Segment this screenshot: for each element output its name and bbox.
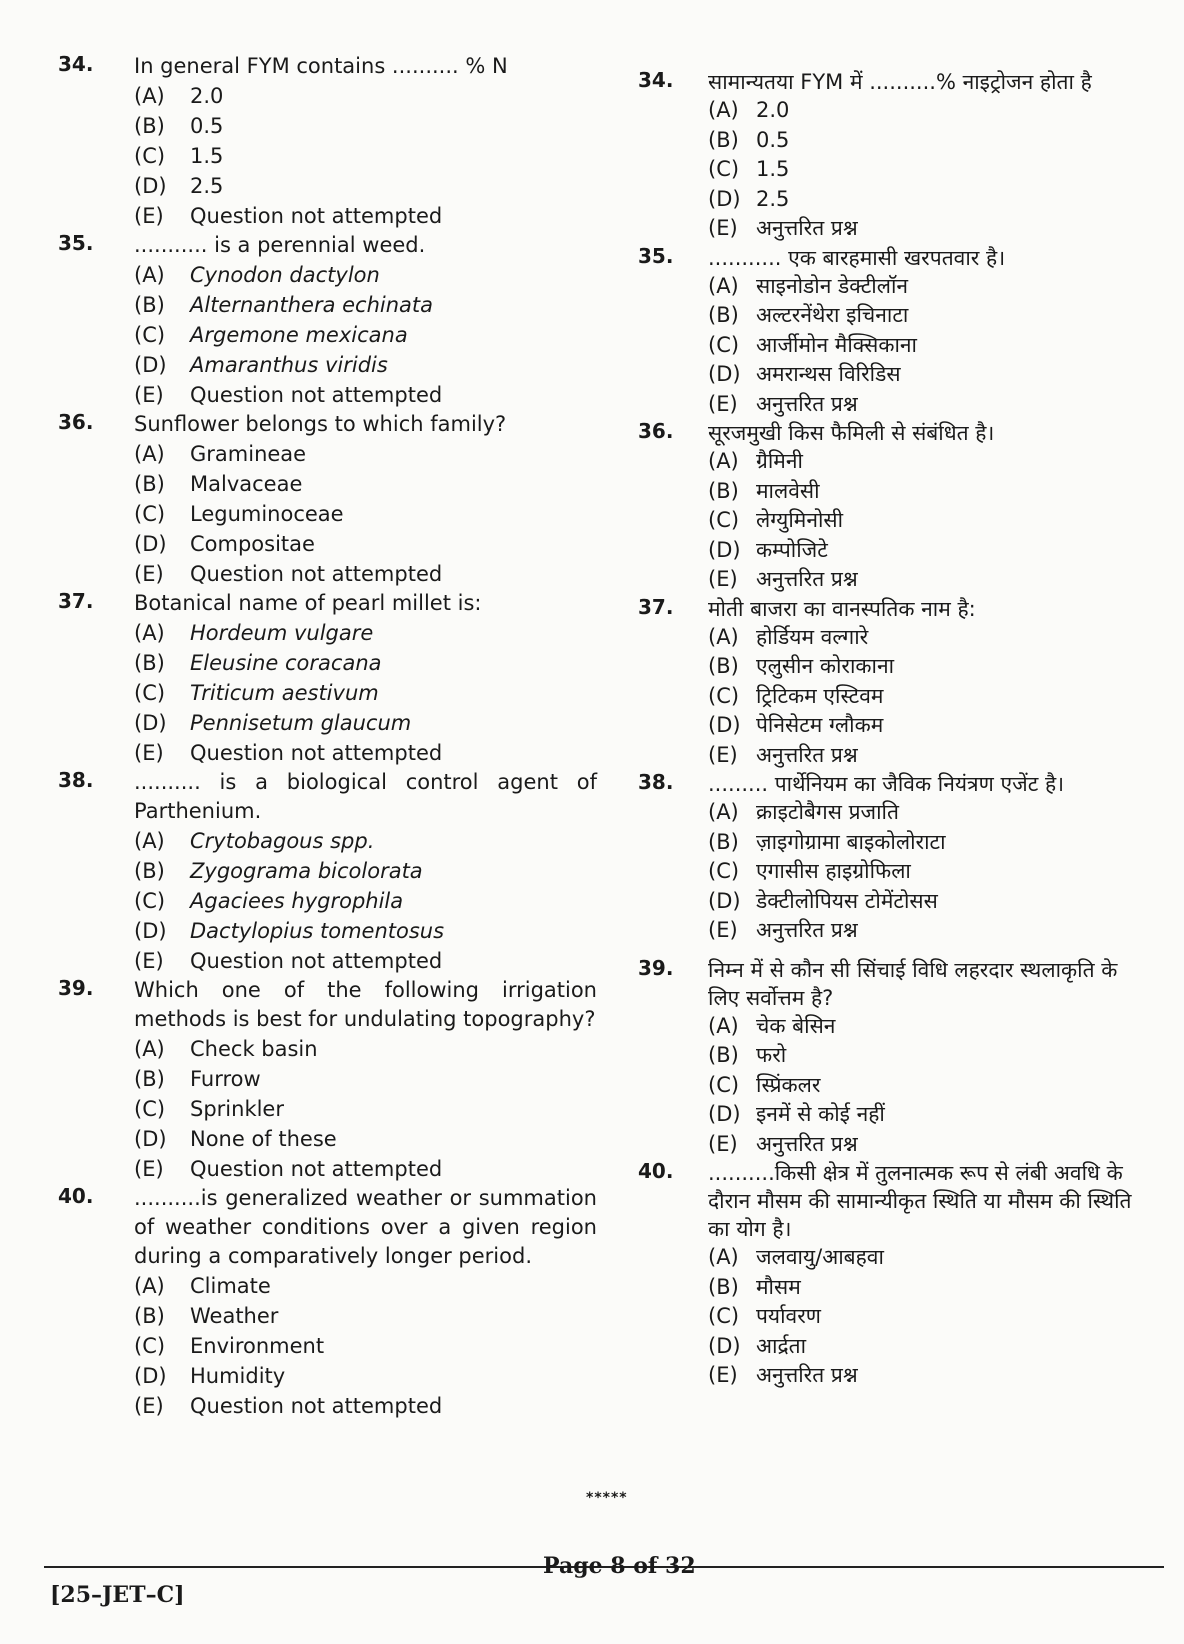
option-text: आर्जीमोन मैक्सिकाना bbox=[756, 332, 917, 357]
option-label: (E) bbox=[134, 1157, 164, 1181]
option-row bbox=[134, 708, 597, 738]
option-text: ट्रिटिकम एस्टिवम bbox=[756, 683, 884, 708]
option-text: Eleusine coracana bbox=[190, 651, 382, 675]
option-text: जलवायु/आबहवा bbox=[756, 1245, 884, 1269]
option-text: Hordeum vulgare bbox=[190, 621, 374, 645]
option-row bbox=[134, 1154, 597, 1184]
option-label: (C) bbox=[708, 859, 740, 883]
option-label: (B) bbox=[134, 859, 165, 883]
option-label: (B) bbox=[708, 478, 739, 503]
option-text: अनुत्तरित प्रश्न bbox=[756, 1131, 858, 1156]
option-row bbox=[708, 214, 1152, 244]
option-label: (D) bbox=[708, 888, 741, 913]
option-label: (A) bbox=[708, 1013, 739, 1038]
option-label: (A) bbox=[708, 1245, 739, 1269]
question-34 bbox=[52, 52, 597, 231]
option-text: Crytobagous spp. bbox=[190, 829, 375, 853]
option-label: (C) bbox=[708, 1072, 740, 1097]
option-row bbox=[134, 260, 597, 290]
option-text: चेक बेसिन bbox=[756, 1013, 836, 1038]
option-row bbox=[134, 439, 597, 469]
option-label: (B) bbox=[134, 1304, 165, 1328]
option-label: (E) bbox=[708, 742, 738, 767]
option-label: (D) bbox=[134, 174, 167, 198]
option-text: अनुत्तरित प्रश्न bbox=[756, 216, 858, 240]
question-37 bbox=[632, 595, 1152, 771]
question-35 bbox=[52, 231, 597, 410]
question-text: सूरजमुखी किस फैमिली से संबंधित है। bbox=[708, 421, 995, 445]
option-label: (A) bbox=[134, 621, 165, 645]
option-text: अनुत्तरित प्रश्न bbox=[756, 918, 858, 942]
option-label: (D) bbox=[134, 532, 167, 556]
option-text: इनमें से कोई नहीं bbox=[756, 1102, 885, 1126]
option-row bbox=[708, 1012, 1152, 1042]
option-text: Environment bbox=[190, 1334, 325, 1358]
option-text: कम्पोजिटे bbox=[756, 537, 828, 562]
question-text: Botanical name of pearl millet is: bbox=[134, 591, 482, 615]
option-label: (C) bbox=[134, 502, 166, 526]
option-row bbox=[134, 171, 597, 201]
option-text: साइनोडोन डेक्टीलॉन bbox=[756, 273, 909, 298]
option-row bbox=[134, 290, 597, 320]
question-text: Which one of the following irrigation methods is best for undulating topography? bbox=[134, 978, 597, 1031]
option-text: एगासीस हाइग्रोफिला bbox=[756, 859, 911, 883]
option-row bbox=[708, 1332, 1152, 1362]
question-number: 38. bbox=[58, 768, 94, 792]
option-label: (E) bbox=[134, 383, 164, 407]
option-text: Alternanthera echinata bbox=[190, 293, 434, 317]
option-label: (A) bbox=[708, 624, 739, 649]
option-text: 1.5 bbox=[756, 157, 790, 181]
option-label: (B) bbox=[134, 651, 165, 675]
option-text: आर्द्रता bbox=[756, 1333, 807, 1358]
option-text: अनुत्तरित प्रश्न bbox=[756, 742, 858, 767]
question-number: 37. bbox=[638, 594, 674, 619]
option-text: 2.5 bbox=[756, 186, 790, 211]
option-label: (B) bbox=[134, 1067, 165, 1091]
option-row bbox=[134, 648, 597, 678]
option-row bbox=[134, 81, 597, 111]
option-text: Argemone mexicana bbox=[190, 323, 408, 347]
option-row bbox=[708, 1243, 1152, 1273]
option-text: फरो bbox=[756, 1043, 787, 1067]
option-text: Humidity bbox=[190, 1364, 286, 1388]
option-row bbox=[708, 741, 1152, 771]
option-row bbox=[708, 711, 1152, 741]
option-text: Climate bbox=[190, 1274, 271, 1298]
option-label: (E) bbox=[134, 741, 164, 765]
option-text: Amaranthus viridis bbox=[190, 353, 388, 377]
option-row bbox=[708, 623, 1152, 653]
question-text: In general FYM contains .......... % N bbox=[134, 54, 508, 78]
option-text: क्राइटोबैगस प्रजाति bbox=[756, 800, 899, 824]
option-label: (C) bbox=[708, 508, 740, 532]
english-column bbox=[52, 52, 597, 1421]
option-row bbox=[708, 536, 1152, 566]
option-row bbox=[708, 682, 1152, 712]
option-row bbox=[134, 1301, 597, 1331]
option-text: ग्रैमिनी bbox=[756, 449, 803, 473]
question-number: 39. bbox=[638, 955, 674, 980]
option-text: Sprinkler bbox=[190, 1097, 284, 1121]
option-row bbox=[708, 828, 1152, 858]
option-row bbox=[708, 1361, 1152, 1391]
option-label: (E) bbox=[708, 918, 738, 942]
option-row bbox=[134, 1094, 597, 1124]
option-row bbox=[134, 201, 597, 231]
option-label: (A) bbox=[134, 442, 165, 466]
option-label: (D) bbox=[134, 711, 167, 735]
option-text: स्प्रिंकलर bbox=[756, 1072, 821, 1097]
option-label: (C) bbox=[134, 681, 166, 705]
option-label: (E) bbox=[708, 1131, 738, 1156]
option-label: (D) bbox=[708, 537, 741, 562]
option-label: (B) bbox=[708, 654, 739, 678]
question-number: 35. bbox=[58, 231, 94, 255]
option-label: (B) bbox=[134, 293, 165, 317]
question-39 bbox=[632, 956, 1152, 1160]
option-row bbox=[134, 529, 597, 559]
option-label: (C) bbox=[134, 1334, 166, 1358]
option-label: (D) bbox=[134, 353, 167, 377]
option-label: (B) bbox=[708, 1274, 739, 1299]
question-text: ..........is generalized weather or summation of weather conditions over a given region during a comparatively longer period. bbox=[134, 1186, 597, 1268]
option-text: Compositae bbox=[190, 532, 315, 556]
option-label: (C) bbox=[708, 157, 740, 181]
option-text: Weather bbox=[190, 1304, 279, 1328]
option-text: 1.5 bbox=[190, 144, 224, 168]
option-text: Check basin bbox=[190, 1037, 318, 1061]
option-text: 0.5 bbox=[756, 127, 790, 152]
question-number: 38. bbox=[638, 770, 674, 794]
option-text: अनुत्तरित प्रश्न bbox=[756, 567, 858, 591]
option-label: (E) bbox=[134, 562, 164, 586]
option-row bbox=[708, 916, 1152, 946]
option-label: (C) bbox=[134, 144, 166, 168]
option-row bbox=[708, 301, 1152, 331]
option-row bbox=[708, 360, 1152, 390]
option-row bbox=[134, 559, 597, 589]
option-row bbox=[134, 1391, 597, 1421]
option-row bbox=[134, 499, 597, 529]
option-row bbox=[708, 506, 1152, 536]
option-row bbox=[134, 826, 597, 856]
question-number: 36. bbox=[638, 419, 674, 443]
option-text: अनुत्तरित प्रश्न bbox=[756, 391, 858, 416]
question-number: 36. bbox=[58, 410, 94, 434]
option-text: डेक्टीलोपियस टोमेंटोसस bbox=[756, 888, 938, 913]
option-label: (D) bbox=[708, 186, 741, 211]
option-label: (B) bbox=[708, 1043, 739, 1067]
option-row bbox=[708, 857, 1152, 887]
question-number: 34. bbox=[638, 68, 674, 92]
paper-code: [25–JET–C] bbox=[50, 1582, 185, 1608]
option-text: मालवेसी bbox=[756, 478, 820, 503]
option-text: Gramineae bbox=[190, 442, 307, 466]
option-label: (D) bbox=[134, 1127, 167, 1151]
question-text: ........... is a perennial weed. bbox=[134, 233, 426, 257]
question-37 bbox=[52, 589, 597, 768]
option-text: 0.5 bbox=[190, 114, 224, 138]
option-row bbox=[134, 678, 597, 708]
option-label: (D) bbox=[708, 713, 741, 737]
hindi-column bbox=[632, 52, 1152, 1391]
option-row bbox=[708, 447, 1152, 477]
option-row bbox=[708, 1041, 1152, 1071]
option-label: (B) bbox=[708, 829, 739, 854]
option-label: (C) bbox=[134, 889, 166, 913]
option-text: अल्टरनेंथेरा इचिनाटा bbox=[756, 303, 909, 327]
option-label: (E) bbox=[134, 949, 164, 973]
option-label: (D) bbox=[134, 919, 167, 943]
option-row bbox=[134, 886, 597, 916]
option-label: (A) bbox=[708, 449, 739, 473]
option-row bbox=[134, 1034, 597, 1064]
question-text: .......... is a biological control agent of Parthenium. bbox=[134, 770, 597, 823]
end-marker: ***** bbox=[586, 1490, 628, 1506]
question-36 bbox=[52, 410, 597, 589]
option-row bbox=[708, 155, 1152, 185]
question-text: Sunflower belongs to which family? bbox=[134, 412, 507, 436]
option-text: ज़ाइगोग्रामा बाइकोलोराटा bbox=[756, 829, 946, 854]
option-row bbox=[708, 1273, 1152, 1303]
option-label: (D) bbox=[708, 1102, 741, 1126]
option-text: अमरान्थस विरिडिस bbox=[756, 362, 901, 386]
option-row bbox=[708, 1071, 1152, 1101]
option-row bbox=[708, 96, 1152, 126]
option-label: (C) bbox=[134, 1097, 166, 1121]
question-number: 39. bbox=[58, 976, 94, 1000]
option-label: (D) bbox=[708, 362, 741, 386]
option-label: (C) bbox=[708, 683, 740, 708]
option-text: None of these bbox=[190, 1127, 337, 1151]
option-row bbox=[708, 1100, 1152, 1130]
option-label: (E) bbox=[134, 1394, 164, 1418]
option-text: Question not attempted bbox=[190, 562, 443, 586]
option-label: (E) bbox=[134, 204, 164, 228]
option-row bbox=[708, 477, 1152, 507]
option-text: Question not attempted bbox=[190, 204, 443, 228]
option-text: Dactylopius tomentosus bbox=[190, 919, 445, 943]
question-number: 40. bbox=[58, 1184, 94, 1208]
option-label: (E) bbox=[708, 216, 738, 240]
option-row bbox=[134, 1064, 597, 1094]
option-row bbox=[134, 1271, 597, 1301]
option-text: Zygograma bicolorata bbox=[190, 859, 423, 883]
option-row bbox=[708, 331, 1152, 361]
option-row bbox=[708, 390, 1152, 420]
option-row bbox=[134, 916, 597, 946]
option-label: (A) bbox=[708, 273, 739, 298]
option-label: (E) bbox=[708, 567, 738, 591]
option-row bbox=[708, 652, 1152, 682]
option-label: (A) bbox=[134, 829, 165, 853]
option-text: Question not attempted bbox=[190, 949, 443, 973]
option-label: (E) bbox=[708, 391, 738, 416]
option-label: (B) bbox=[134, 114, 165, 138]
option-label: (A) bbox=[708, 800, 739, 824]
option-label: (B) bbox=[134, 472, 165, 496]
option-label: (A) bbox=[134, 263, 165, 287]
option-text: Cynodon dactylon bbox=[190, 263, 380, 287]
option-row bbox=[708, 798, 1152, 828]
option-text: Malvaceae bbox=[190, 472, 303, 496]
question-text: ........... एक बारहमासी खरपतवार है। bbox=[708, 245, 1006, 270]
option-label: (A) bbox=[708, 98, 739, 122]
question-number: 34. bbox=[58, 52, 94, 76]
option-text: अनुत्तरित प्रश्न bbox=[756, 1363, 858, 1387]
option-label: (B) bbox=[708, 303, 739, 327]
option-label: (C) bbox=[708, 1304, 740, 1328]
option-label: (A) bbox=[134, 1037, 165, 1061]
option-row bbox=[134, 1124, 597, 1154]
option-row bbox=[134, 469, 597, 499]
option-text: होर्डियम वल्गारे bbox=[756, 624, 869, 649]
page-number: Page 8 of 32 bbox=[543, 1553, 696, 1579]
option-label: (C) bbox=[134, 323, 166, 347]
option-text: लेग्युमिनोसी bbox=[756, 508, 844, 532]
option-label: (D) bbox=[708, 1333, 741, 1358]
question-text: सामान्यतया FYM में ..........% नाइट्रोजन होता है bbox=[708, 70, 1092, 94]
option-text: Pennisetum glaucum bbox=[190, 711, 412, 735]
option-label: (E) bbox=[708, 1363, 738, 1387]
option-text: Triticum aestivum bbox=[190, 681, 379, 705]
option-text: Question not attempted bbox=[190, 1157, 443, 1181]
question-number: 35. bbox=[638, 243, 674, 268]
question-35 bbox=[632, 244, 1152, 420]
option-row bbox=[134, 738, 597, 768]
option-row bbox=[708, 272, 1152, 302]
question-36 bbox=[632, 419, 1152, 595]
question-number: 37. bbox=[58, 589, 94, 613]
option-label: (B) bbox=[708, 127, 739, 152]
option-row bbox=[134, 1361, 597, 1391]
option-text: Furrow bbox=[190, 1067, 261, 1091]
option-label: (A) bbox=[134, 84, 165, 108]
option-row bbox=[134, 380, 597, 410]
option-text: पर्यावरण bbox=[756, 1304, 821, 1328]
option-text: Agaciees hygrophila bbox=[190, 889, 404, 913]
option-row bbox=[708, 1130, 1152, 1160]
option-text: Question not attempted bbox=[190, 383, 443, 407]
option-row bbox=[134, 1331, 597, 1361]
question-text: ......... पार्थेनियम का जैविक नियंत्रण एजेंट है। bbox=[708, 772, 1065, 796]
option-row bbox=[708, 565, 1152, 595]
option-label: (C) bbox=[708, 332, 740, 357]
option-label: (D) bbox=[134, 1364, 167, 1388]
option-text: Leguminoceae bbox=[190, 502, 344, 526]
option-row bbox=[134, 141, 597, 171]
option-row bbox=[708, 126, 1152, 156]
question-34 bbox=[632, 68, 1152, 244]
option-text: एलुसीन कोराकाना bbox=[756, 654, 895, 678]
option-row bbox=[708, 1302, 1152, 1332]
question-40 bbox=[632, 1159, 1152, 1391]
question-39 bbox=[52, 976, 597, 1184]
option-row bbox=[708, 887, 1152, 917]
option-row bbox=[708, 185, 1152, 215]
question-text: निम्न में से कौन सी सिंचाई विधि लहरदार स्थलाकृति के लिए सर्वोत्तम है? bbox=[708, 957, 1118, 1010]
option-text: Question not attempted bbox=[190, 741, 443, 765]
question-text: ..........किसी क्षेत्र में तुलनात्मक रूप से लंबी अवधि के दौरान मौसम की सामान्यीकृत स्थिति या मौसम की स्थिति का योग है। bbox=[708, 1161, 1132, 1241]
question-38 bbox=[52, 768, 597, 976]
option-row bbox=[134, 856, 597, 886]
option-row bbox=[134, 350, 597, 380]
option-text: Question not attempted bbox=[190, 1394, 443, 1418]
option-text: 2.5 bbox=[190, 174, 224, 198]
option-label: (A) bbox=[134, 1274, 165, 1298]
question-38 bbox=[632, 770, 1152, 946]
option-row bbox=[134, 111, 597, 141]
option-row bbox=[134, 946, 597, 976]
question-40 bbox=[52, 1184, 597, 1421]
option-text: 2.0 bbox=[756, 98, 790, 122]
option-text: 2.0 bbox=[190, 84, 224, 108]
question-number: 40. bbox=[638, 1159, 674, 1183]
option-text: मौसम bbox=[756, 1274, 801, 1299]
option-text: पेनिसेटम ग्लौकम bbox=[756, 713, 884, 737]
option-row bbox=[134, 320, 597, 350]
option-row bbox=[134, 618, 597, 648]
question-text: मोती बाजरा का वानस्पतिक नाम है: bbox=[708, 596, 976, 621]
